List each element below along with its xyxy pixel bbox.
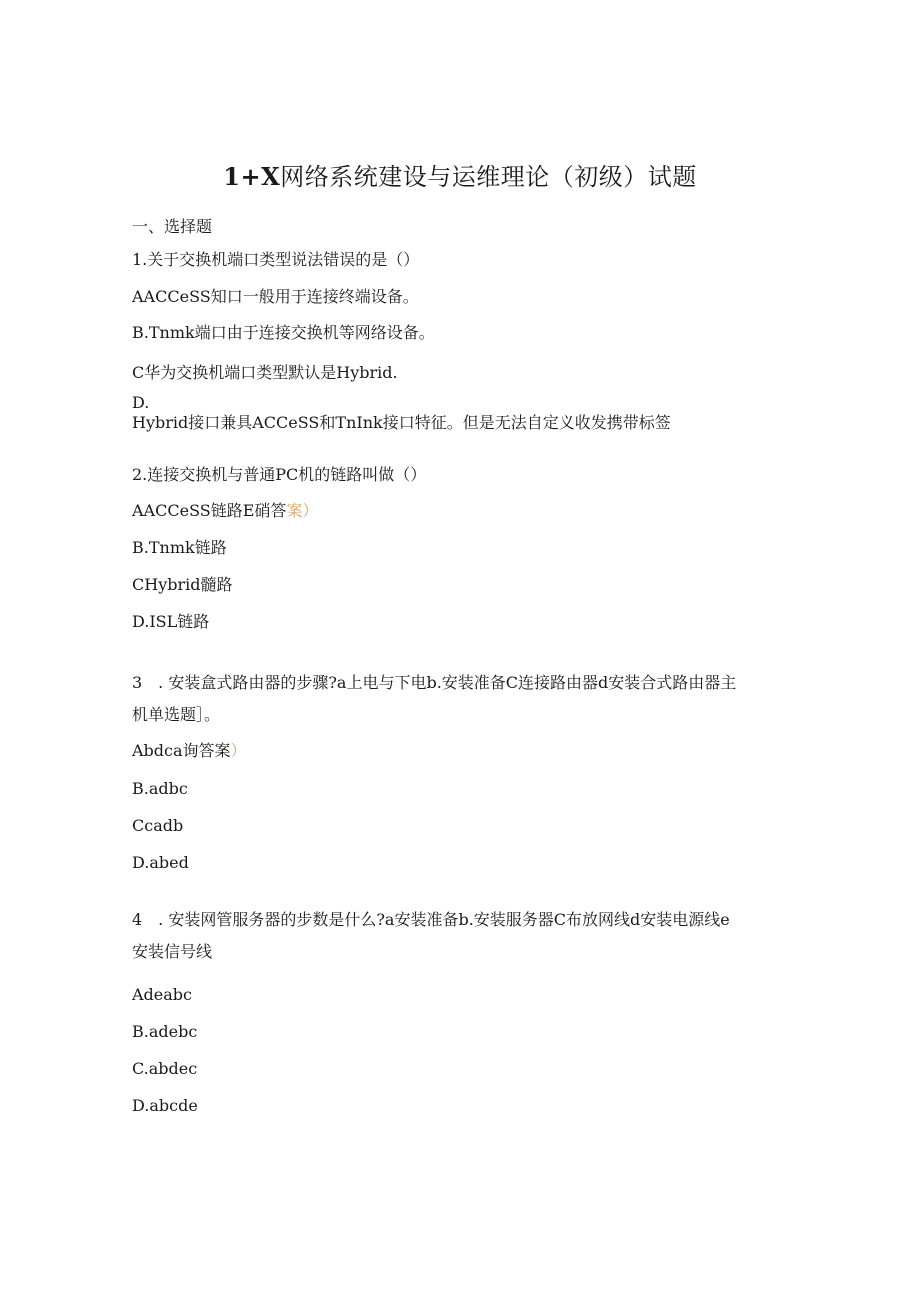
document-title [0, 160, 920, 194]
question-3-stem-line-1: 3 . 安装盒式路由器的步骤?a上电与下电b.安装准备C连接路由器d安装合式路由器主 [132, 673, 737, 692]
question-1-option-b: B.Tnmk端口由于连接交换机等网络设备。 [132, 323, 435, 342]
question-3-option-a [132, 740, 247, 762]
question-1-option-d-label: D. [132, 393, 150, 412]
question-3-option-b: B.adbc [132, 779, 188, 798]
question-1-option-d-text: Hybrid接口兼具ACCeSS和TnInk接口特征。但是无法自定义收发携带标签 [132, 413, 671, 432]
question-3-option-a-text: Abdca询答案 [132, 741, 231, 760]
question-2-option-a [132, 500, 318, 522]
question-2-option-c: CHybrid髓路 [132, 575, 233, 594]
question-2-option-d: D.ISL链路 [132, 612, 210, 631]
question-1-stem: 1.关于交换机端口类型说法错误的是（） [132, 250, 420, 269]
question-2-option-a-text: AACCeSS链路E硝答 [132, 501, 287, 520]
section-heading: 一、选择题 [132, 217, 213, 236]
title-prefix: 1+X [223, 162, 281, 191]
question-2-option-b: B.Tnmk链路 [132, 538, 227, 557]
question-3-option-a-answer-mark: ） [230, 741, 247, 760]
question-4-option-d: D.abcde [132, 1096, 198, 1115]
question-2-option-a-answer-mark: 案） [286, 501, 319, 520]
question-3-option-d: D.abed [132, 853, 189, 872]
question-4-option-b: B.adebc [132, 1022, 198, 1041]
question-4-stem-line-1: 4 . 安装网管服务器的步数是什么?a安装准备b.安装服务器C布放网线d安装电源线e [132, 910, 730, 929]
question-2-stem: 2.连接交换机与普通PC机的链路叫做（） [132, 465, 427, 484]
question-4-option-c: C.abdec [132, 1059, 198, 1078]
question-3-stem-line-2: 机单选题］。 [132, 705, 221, 724]
question-1-option-a: AACCeSS知口一般用于连接终端设备。 [132, 287, 419, 306]
question-4-option-a: Adeabc [132, 985, 193, 1004]
question-4-stem-line-2: 安装信号线 [132, 942, 213, 961]
question-3-option-c: Ccadb [132, 816, 184, 835]
title-text: 网络系统建设与运维理论（初级）试题 [280, 163, 697, 191]
question-1-option-c: C华为交换机端口类型默认是Hybrid. [132, 363, 398, 382]
